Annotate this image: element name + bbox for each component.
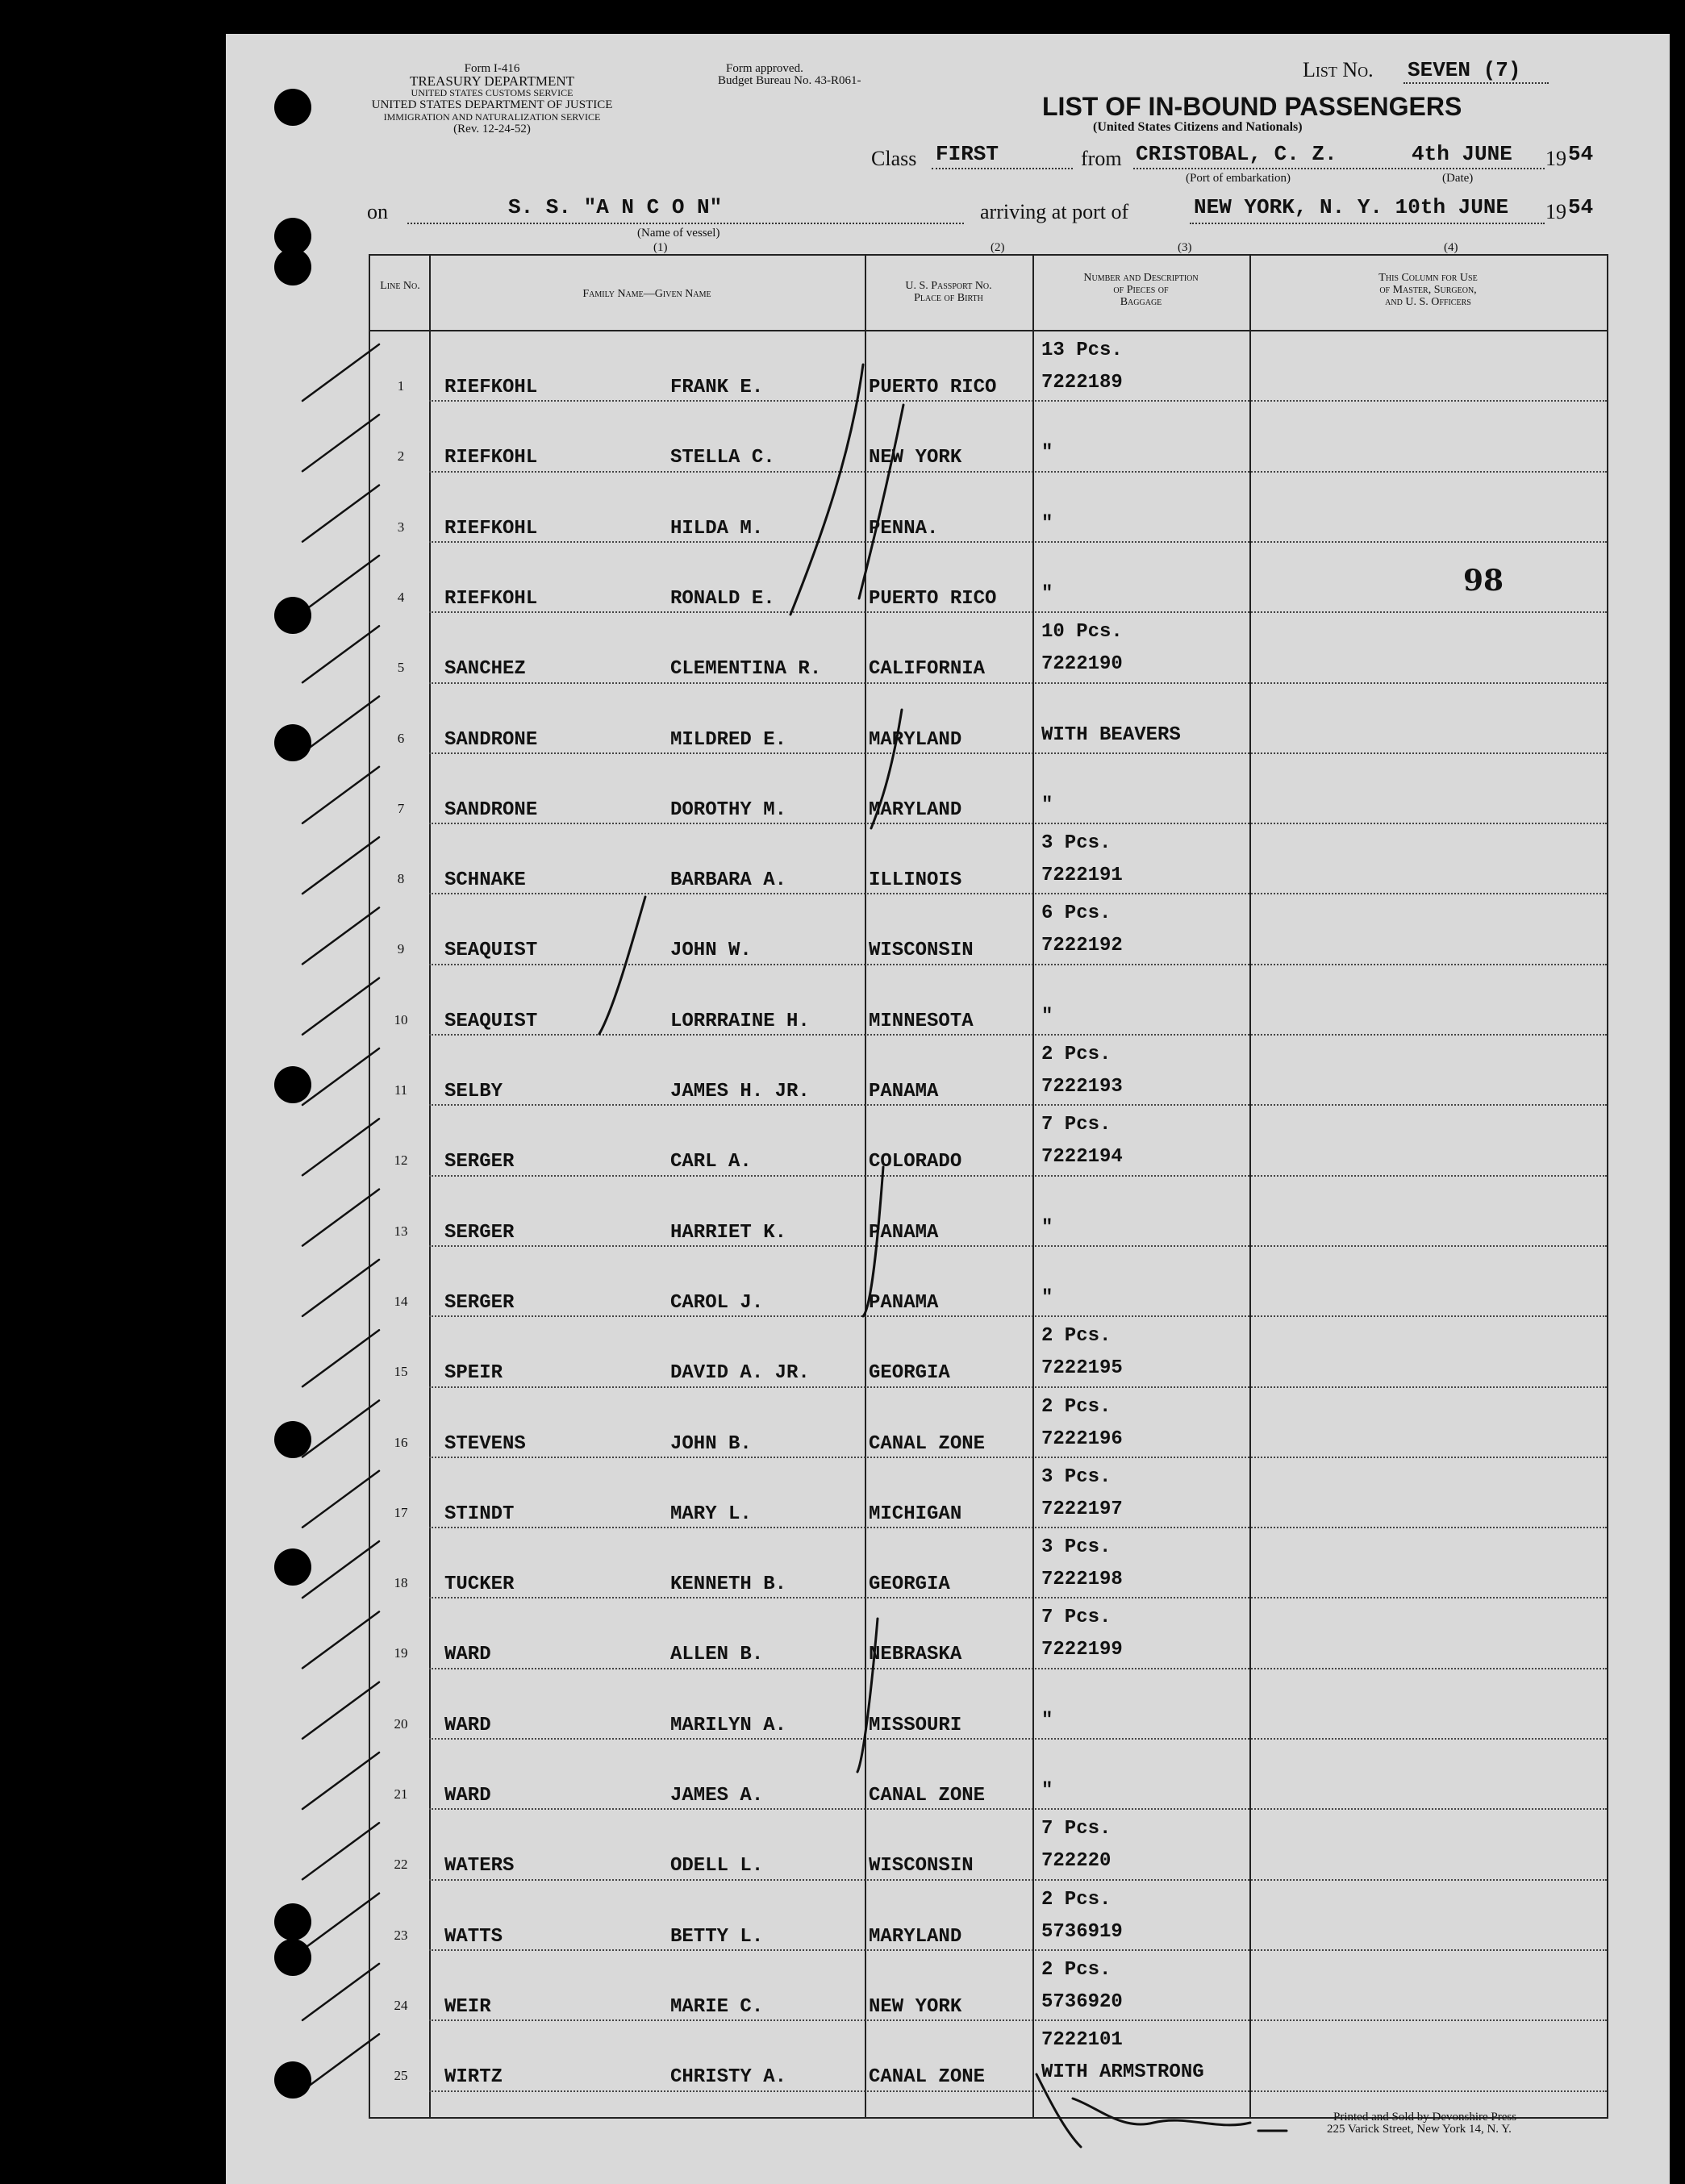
baggage-line-1: 6 Pcs.	[1041, 902, 1112, 925]
given-name: JAMES H. JR.	[670, 1081, 810, 1102]
revision: (Rev. 12-24-52)	[453, 123, 531, 135]
baggage-line-2: "	[1041, 1216, 1053, 1239]
given-name: JOHN B.	[670, 1432, 752, 1455]
list-no-value: SEVEN (7)	[1408, 58, 1521, 82]
place-of-birth: WISCONSIN	[869, 1855, 974, 1878]
line-number: 17	[394, 1504, 408, 1520]
year-a: 54	[1568, 142, 1594, 166]
baggage-line-1: 3 Pcs.	[1041, 1536, 1112, 1559]
baggage-line-1: 13 Pcs.	[1041, 340, 1123, 361]
arrival-port-date: NEW YORK, N. Y. 10th JUNE	[1194, 195, 1509, 219]
check-tick	[302, 626, 379, 682]
given-name: ALLEN B.	[670, 1644, 764, 1666]
line-number: 21	[394, 1786, 408, 1802]
punch-hole	[274, 724, 311, 761]
hdr-baggage-3: Baggage	[1120, 296, 1162, 308]
baggage-line-2: 7222190	[1041, 653, 1123, 676]
form-approved: Form approved.	[726, 62, 803, 75]
line-number: 2	[397, 448, 405, 465]
baggage-line-2: 7222198	[1041, 1569, 1123, 1591]
baggage-line-1: 2 Pcs.	[1041, 1958, 1112, 1981]
check-tick	[302, 1119, 379, 1175]
dept-justice: UNITED STATES DEPARTMENT OF JUSTICE	[371, 98, 613, 111]
baggage-line-2: "	[1041, 1005, 1053, 1027]
treasury-department: TREASURY DEPARTMENT	[409, 73, 575, 89]
check-tick	[302, 486, 379, 542]
hdr-passport-1: U. S. Passport No.	[905, 280, 992, 292]
hdr-baggage-2: of Pieces of	[1113, 284, 1169, 296]
given-name: DAVID A. JR.	[670, 1362, 810, 1385]
given-name: MARY L.	[670, 1503, 752, 1525]
check-tick	[302, 344, 379, 401]
hdr-officers-3: and U. S. Officers	[1385, 296, 1471, 308]
hdr-line-no: Line No.	[380, 280, 420, 292]
baggage-line-1: 2 Pcs.	[1041, 1395, 1112, 1418]
punch-hole	[274, 89, 311, 126]
punch-hole	[274, 1939, 311, 1976]
col-num-4: (4)	[1444, 241, 1458, 254]
given-name: MILDRED E.	[670, 728, 787, 751]
place-of-birth: GEORGIA	[869, 1362, 950, 1385]
family-name: SANCHEZ	[444, 658, 526, 681]
baggage-line-2: 5736919	[1041, 1920, 1123, 1943]
check-tick	[302, 1682, 379, 1739]
place-of-birth: ILLINOIS	[869, 869, 962, 892]
family-name: WIRTZ	[444, 2066, 503, 2089]
check-tick	[302, 1260, 379, 1316]
baggage-line-2: 7222191	[1041, 865, 1123, 887]
family-name: SERGER	[444, 1151, 515, 1173]
given-name: CAROL J.	[670, 1291, 764, 1314]
family-name: RIEFKOHL	[444, 447, 538, 469]
line-number: 14	[394, 1293, 408, 1309]
line-number: 6	[397, 730, 405, 746]
check-tick	[302, 2034, 379, 2090]
given-name: BETTY L.	[670, 1925, 764, 1948]
line-number: 1	[397, 378, 405, 394]
family-name: WARD	[444, 1785, 491, 1807]
place-of-birth: NEBRASKA	[869, 1644, 962, 1666]
family-name: WARD	[444, 1714, 491, 1736]
line-number: 4	[397, 589, 405, 605]
baggage-line-1: 7222101	[1041, 2029, 1123, 2052]
baggage-line-1: 3 Pcs.	[1041, 1465, 1112, 1488]
on-label: on	[367, 200, 388, 223]
check-tick	[302, 556, 379, 612]
baggage-line-2: 7222199	[1041, 1639, 1123, 1661]
place-of-birth: CALIFORNIA	[869, 658, 986, 681]
baggage-line-2: 7222196	[1041, 1428, 1123, 1450]
page-subtitle: (United States Citizens and Nationals)	[1093, 120, 1303, 134]
baggage-line-2: 7222195	[1041, 1357, 1123, 1380]
hdr-passport-2: Place of Birth	[914, 292, 983, 304]
place-of-birth: CANAL ZONE	[869, 1432, 986, 1455]
class-value: FIRST	[936, 142, 999, 166]
given-name: ODELL L.	[670, 1855, 764, 1878]
baggage-line-2: 7222193	[1041, 1076, 1123, 1098]
check-tick	[302, 415, 379, 471]
place-of-birth: PENNA.	[869, 517, 939, 540]
check-tick	[302, 767, 379, 823]
place-of-birth: MINNESOTA	[869, 1010, 974, 1032]
baggage-line-2: "	[1041, 442, 1053, 465]
vessel-caption: (Name of vessel)	[637, 227, 720, 240]
officer-note: 98	[1463, 564, 1504, 598]
baggage-line-2: "	[1041, 512, 1053, 535]
family-name: SPEIR	[444, 1362, 503, 1385]
family-name: SCHNAKE	[444, 869, 526, 892]
family-name: STINDT	[444, 1503, 515, 1525]
line-number: 25	[394, 2068, 408, 2084]
punch-hole	[274, 1421, 311, 1458]
line-number: 20	[394, 1715, 408, 1732]
port-caption: (Port of embarkation)	[1186, 172, 1291, 185]
hdr-officers-2: of Master, Surgeon,	[1379, 284, 1477, 296]
punch-hole	[274, 248, 311, 286]
family-name: TUCKER	[444, 1573, 515, 1596]
check-tick	[302, 1894, 379, 1950]
baggage-line-1: 2 Pcs.	[1041, 1888, 1112, 1911]
line-number: 22	[394, 1857, 408, 1873]
year-b: 54	[1568, 195, 1594, 219]
place-of-birth: PANAMA	[869, 1081, 939, 1102]
baggage-line-2: 7222197	[1041, 1498, 1123, 1520]
check-tick	[302, 1823, 379, 1879]
place-of-birth: CANAL ZONE	[869, 2066, 986, 2089]
given-name: FRANK E.	[670, 377, 764, 398]
given-name: KENNETH B.	[670, 1573, 787, 1596]
check-tick	[302, 1190, 379, 1246]
place-of-birth: PUERTO RICO	[869, 587, 997, 610]
given-name: JOHN W.	[670, 940, 752, 962]
baggage-line-1: 2 Pcs.	[1041, 1044, 1112, 1065]
arriving-label: arriving at port of	[980, 200, 1129, 223]
place-of-birth: MARYLAND	[869, 728, 962, 751]
col-num-2: (2)	[991, 241, 1005, 254]
family-name: SEAQUIST	[444, 940, 538, 962]
punch-hole	[274, 1903, 311, 1940]
given-name: JAMES A.	[670, 1785, 764, 1807]
printer-line-1: Printed and Sold by Devonshire Press	[1333, 2111, 1517, 2124]
check-tick	[302, 1401, 379, 1457]
hdr-name: Family Name—Given Name	[582, 288, 711, 300]
from-port: CRISTOBAL, C. Z.	[1136, 142, 1337, 166]
line-number: 18	[394, 1575, 408, 1591]
baggage-line-2: 5736920	[1041, 1990, 1123, 2013]
baggage-line-2: "	[1041, 1286, 1053, 1309]
punch-hole	[274, 597, 311, 634]
check-tick	[302, 697, 379, 753]
check-tick	[302, 1330, 379, 1386]
baggage-line-1: 2 Pcs.	[1041, 1325, 1112, 1348]
place-of-birth: GEORGIA	[869, 1573, 950, 1596]
family-name: SANDRONE	[444, 728, 538, 751]
line-number: 5	[397, 660, 405, 676]
line-number: 15	[394, 1364, 408, 1380]
date-caption: (Date)	[1442, 172, 1474, 185]
family-name: SEAQUIST	[444, 1010, 538, 1032]
from-date: 4th JUNE	[1412, 142, 1512, 166]
line-number: 23	[394, 1927, 408, 1943]
check-tick	[302, 1964, 379, 2020]
from-label: from	[1081, 147, 1122, 170]
check-tick	[302, 907, 379, 964]
place-of-birth: MISSOURI	[869, 1714, 962, 1736]
place-of-birth: NEW YORK	[869, 1995, 962, 2018]
place-of-birth: NEW YORK	[869, 447, 962, 469]
given-name: MARIE C.	[670, 1995, 764, 2018]
family-name: WARD	[444, 1644, 491, 1666]
baggage-line-2: WITH ARMSTRONG	[1041, 2061, 1204, 2084]
vessel-name: S. S. "A N C O N"	[508, 195, 723, 219]
baggage-line-2: WITH BEAVERS	[1041, 723, 1181, 746]
list-no-label: List No.	[1303, 58, 1374, 81]
family-name: SERGER	[444, 1221, 515, 1244]
ins: IMMIGRATION AND NATURALIZATION SERVICE	[383, 111, 601, 123]
given-name: STELLA C.	[670, 447, 775, 469]
family-name: SANDRONE	[444, 798, 538, 821]
line-number: 24	[394, 1997, 408, 2013]
given-name: CLEMENTINA R.	[670, 658, 822, 681]
check-tick	[302, 1753, 379, 1809]
year-prefix-a: 19	[1545, 147, 1566, 170]
baggage-line-2: 7222189	[1041, 372, 1123, 394]
budget-bureau: Budget Bureau No. 43-R061-	[718, 74, 861, 87]
printer-line-2: 225 Varick Street, New York 14, N. Y.	[1327, 2123, 1512, 2136]
family-name: SELBY	[444, 1081, 503, 1102]
form-number: Form I-416	[464, 62, 520, 75]
line-number: 13	[394, 1223, 408, 1239]
family-name: SERGER	[444, 1291, 515, 1314]
line-number: 7	[397, 800, 405, 816]
given-name: MARILYN A.	[670, 1714, 787, 1736]
check-tick	[302, 978, 379, 1035]
given-name: CHRISTY A.	[670, 2066, 787, 2089]
given-name: BARBARA A.	[670, 869, 787, 892]
given-name: HARRIET K.	[670, 1221, 787, 1244]
check-tick	[302, 1048, 379, 1105]
given-name: CARL A.	[670, 1151, 752, 1173]
hdr-officers-1: This Column for Use	[1378, 272, 1478, 284]
line-number: 12	[394, 1152, 408, 1169]
baggage-line-2: 722220	[1041, 1850, 1112, 1873]
form-page	[226, 34, 1670, 2184]
baggage-line-1: 7 Pcs.	[1041, 1114, 1112, 1136]
baggage-line-2: 7222194	[1041, 1146, 1123, 1169]
given-name: RONALD E.	[670, 587, 775, 610]
punch-hole	[274, 1548, 311, 1586]
family-name: RIEFKOHL	[444, 517, 538, 540]
baggage-line-2: "	[1041, 582, 1053, 605]
family-name: RIEFKOHL	[444, 377, 538, 398]
hdr-baggage-1: Number and Description	[1083, 272, 1199, 284]
place-of-birth: WISCONSIN	[869, 940, 974, 962]
baggage-line-2: "	[1041, 1780, 1053, 1802]
given-name: HILDA M.	[670, 517, 764, 540]
baggage-line-2: "	[1041, 1709, 1053, 1732]
baggage-line-2: "	[1041, 794, 1053, 816]
family-name: WATTS	[444, 1925, 503, 1948]
col-num-3: (3)	[1178, 241, 1192, 254]
place-of-birth: MARYLAND	[869, 798, 962, 821]
line-number: 19	[394, 1645, 408, 1661]
place-of-birth: MARYLAND	[869, 1925, 962, 1948]
place-of-birth: CANAL ZONE	[869, 1785, 986, 1807]
col-num-1: (1)	[653, 241, 668, 254]
given-name: DOROTHY M.	[670, 798, 787, 821]
check-tick	[302, 1541, 379, 1598]
place-of-birth: MICHIGAN	[869, 1503, 962, 1525]
line-number: 16	[394, 1434, 408, 1450]
class-label: Class	[871, 147, 917, 170]
baggage-line-1: 7 Pcs.	[1041, 1607, 1112, 1629]
check-tick	[302, 837, 379, 894]
customs-service: UNITED STATES CUSTOMS SERVICE	[411, 87, 573, 98]
family-name: WEIR	[444, 1995, 491, 2018]
place-of-birth: PUERTO RICO	[869, 377, 997, 398]
place-of-birth: PANAMA	[869, 1291, 939, 1314]
line-number: 8	[397, 871, 405, 887]
handwritten-marks	[226, 34, 1670, 2184]
year-prefix-b: 19	[1545, 200, 1566, 223]
family-name: RIEFKOHL	[444, 587, 538, 610]
baggage-line-1: 7 Pcs.	[1041, 1818, 1112, 1840]
punch-hole	[274, 2061, 311, 2099]
baggage-line-1: 10 Pcs.	[1041, 621, 1123, 644]
line-number: 10	[394, 1011, 408, 1027]
check-tick	[302, 1471, 379, 1528]
line-number: 11	[394, 1082, 408, 1098]
baggage-line-1: 3 Pcs.	[1041, 832, 1112, 855]
line-number: 3	[397, 519, 405, 535]
family-name: STEVENS	[444, 1432, 526, 1455]
line-number: 9	[397, 941, 405, 957]
baggage-line-2: 7222192	[1041, 935, 1123, 957]
punch-hole	[274, 1066, 311, 1103]
family-name: WATERS	[444, 1855, 515, 1878]
place-of-birth: COLORADO	[869, 1151, 962, 1173]
check-tick	[302, 1611, 379, 1668]
given-name: LORRRAINE H.	[670, 1010, 810, 1032]
place-of-birth: PANAMA	[869, 1221, 939, 1244]
page-title: LIST OF IN-BOUND PASSENGERS	[1042, 92, 1462, 121]
